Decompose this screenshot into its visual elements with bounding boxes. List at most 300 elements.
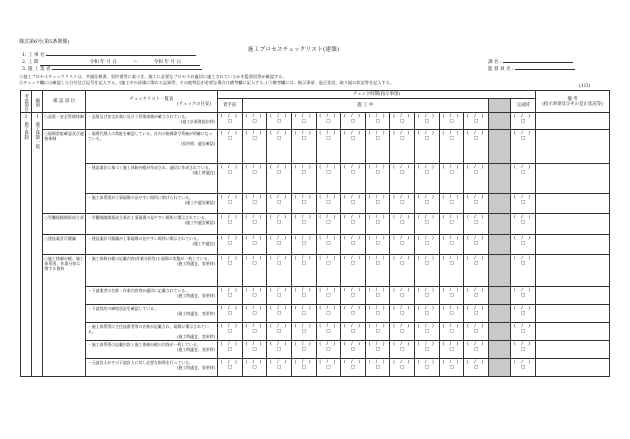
check-date-cell[interactable] <box>341 113 366 130</box>
check-date-cell[interactable] <box>242 287 267 305</box>
check-date-cell[interactable] <box>242 214 267 235</box>
remarks-cell[interactable] <box>535 130 609 164</box>
check-date-cell[interactable] <box>415 323 440 341</box>
check-date-cell[interactable] <box>316 235 341 255</box>
checkbox-icon: □ <box>375 170 380 176</box>
confirm-item: ○労働保険関係成立票 <box>43 214 86 235</box>
check-date-cell[interactable] <box>415 235 440 255</box>
check-date-cell[interactable] <box>242 235 267 255</box>
check-date-cell[interactable] <box>242 341 267 359</box>
date-mark: ( / ) <box>467 288 486 293</box>
check-date-cell[interactable] <box>291 305 316 323</box>
checkbox-icon: □ <box>520 170 526 176</box>
date-mark: ( / ) <box>467 256 486 261</box>
check-date-cell[interactable] <box>316 130 341 164</box>
date-mark: ( / ) <box>220 256 239 261</box>
date-mark: ( / ) <box>393 342 412 347</box>
checkbox-icon: □ <box>252 241 257 247</box>
gray-spacer-cell <box>488 164 510 194</box>
check-date-cell[interactable] <box>464 287 489 305</box>
check-date-cell[interactable] <box>218 359 243 377</box>
checkbox-icon: □ <box>400 170 405 176</box>
check-date-cell[interactable] <box>390 194 415 214</box>
check-date-cell[interactable] <box>415 305 440 323</box>
checkbox-icon: □ <box>252 136 257 142</box>
table-row <box>21 305 610 323</box>
date-mark: ( / ) <box>344 342 362 347</box>
checkbox-icon: □ <box>301 261 306 267</box>
checkbox-icon: □ <box>375 136 380 142</box>
checkbox-icon: □ <box>276 365 282 371</box>
checkbox-icon: □ <box>473 311 479 317</box>
check-date-cell[interactable] <box>439 323 464 341</box>
checkbox-icon: □ <box>424 119 429 125</box>
check-date-cell[interactable] <box>242 194 267 214</box>
check-date-cell[interactable] <box>415 255 440 287</box>
check-date-cell[interactable] <box>291 323 316 341</box>
check-date-cell[interactable] <box>439 235 464 255</box>
remarks-cell[interactable] <box>535 164 609 194</box>
check-date-cell[interactable] <box>291 130 316 164</box>
date-mark: ( / ) <box>368 131 387 136</box>
date-mark: ( / ) <box>368 215 387 220</box>
check-date-cell[interactable] <box>291 255 316 287</box>
category-name: 施工体制 <box>23 122 29 140</box>
check-date-cell[interactable] <box>415 359 440 377</box>
field-contractor: 3. 施 工 業 者 <box>22 66 202 72</box>
check-date-cell[interactable] <box>316 323 341 341</box>
date-mark: ( / ) <box>514 236 533 241</box>
check-date-cell[interactable] <box>511 194 536 214</box>
checkbox-icon: □ <box>326 170 331 176</box>
date-mark: ( / ) <box>393 360 412 365</box>
check-date-cell[interactable] <box>390 235 415 255</box>
date-mark: ( / ) <box>270 306 289 311</box>
check-date-cell[interactable] <box>316 341 341 359</box>
check-date-cell[interactable] <box>511 214 536 235</box>
checkbox-icon: □ <box>520 200 526 206</box>
checkbox-icon: □ <box>449 200 454 206</box>
date-mark: ( / ) <box>514 114 533 119</box>
date-mark: ( / ) <box>220 324 239 329</box>
date-mark: ( / ) <box>514 256 533 261</box>
date-mark: ( / ) <box>344 131 362 136</box>
remarks-cell[interactable] <box>535 194 609 214</box>
remarks-cell[interactable] <box>535 287 609 305</box>
date-mark: ( / ) <box>417 114 436 119</box>
check-date-cell[interactable] <box>439 164 464 194</box>
check-date-cell[interactable] <box>511 359 536 377</box>
date-mark: ( / ) <box>417 288 436 293</box>
checkbox-icon: □ <box>252 293 257 299</box>
date-mark: ( / ) <box>442 165 461 170</box>
checkbox-icon: □ <box>227 170 232 176</box>
checkbox-icon: □ <box>227 200 232 206</box>
date-mark: ( / ) <box>245 342 264 347</box>
check-date-cell[interactable] <box>365 214 390 235</box>
checkbox-icon: □ <box>326 329 331 335</box>
table-row <box>21 255 610 287</box>
check-date-cell[interactable] <box>316 305 341 323</box>
check-date-cell[interactable] <box>341 235 366 255</box>
check-date-cell[interactable] <box>316 255 341 287</box>
checkbox-icon: □ <box>276 293 282 299</box>
check-date-cell[interactable] <box>365 130 390 164</box>
check-date-cell[interactable] <box>218 194 243 214</box>
date-mark: ( / ) <box>344 256 362 261</box>
checkbox-icon: □ <box>520 347 526 353</box>
header-check-timing: チェック時期(指示事項) <box>218 91 536 99</box>
check-date-cell[interactable] <box>341 305 366 323</box>
checklist-text: ・施工体系図に主任技術者等の名称が記載され、現場に掲示されている。 (施工時適宜、変更時) <box>85 323 217 341</box>
check-date-cell[interactable] <box>365 255 390 287</box>
date-mark: ( / ) <box>245 131 264 136</box>
date-mark: ( / ) <box>270 360 289 365</box>
checkbox-icon: □ <box>473 241 479 247</box>
check-date-cell[interactable] <box>242 130 267 164</box>
date-mark: ( / ) <box>368 288 387 293</box>
date-mark: ( / ) <box>270 195 289 200</box>
check-date-cell[interactable] <box>341 214 366 235</box>
checkbox-icon: □ <box>326 365 331 371</box>
check-date-cell[interactable] <box>415 113 440 130</box>
check-date-cell[interactable] <box>291 164 316 194</box>
check-date-cell[interactable] <box>267 130 292 164</box>
table-row <box>21 113 610 130</box>
checkbox-icon: □ <box>227 329 232 335</box>
remarks-cell[interactable] <box>535 214 609 235</box>
check-date-cell[interactable] <box>218 287 243 305</box>
check-date-cell[interactable] <box>464 341 489 359</box>
check-date-cell[interactable] <box>365 287 390 305</box>
check-date-cell[interactable] <box>365 194 390 214</box>
check-date-cell[interactable] <box>316 113 341 130</box>
checkbox-icon: □ <box>350 200 356 206</box>
check-date-cell[interactable] <box>218 341 243 359</box>
date-mark: ( / ) <box>294 236 313 241</box>
checklist-text: ・品質及び安全計画に見合う管理体制が確立されている。 (施工計画書提出時) <box>85 113 217 130</box>
checkbox-icon: □ <box>400 200 405 206</box>
check-date-cell[interactable] <box>365 323 390 341</box>
check-date-cell[interactable] <box>291 235 316 255</box>
check-date-cell[interactable] <box>316 287 341 305</box>
check-date-cell[interactable] <box>341 359 366 377</box>
date-mark: ( / ) <box>368 324 387 329</box>
checkbox-icon: □ <box>400 241 405 247</box>
check-date-cell[interactable] <box>464 164 489 194</box>
check-date-cell[interactable] <box>511 130 536 164</box>
date-mark: ( / ) <box>319 256 338 261</box>
date-mark: ( / ) <box>417 360 436 365</box>
check-date-cell[interactable] <box>365 113 390 130</box>
check-date-cell[interactable] <box>218 164 243 194</box>
check-date-cell[interactable] <box>291 194 316 214</box>
check-date-cell[interactable] <box>218 305 243 323</box>
check-date-cell[interactable] <box>415 341 440 359</box>
detail-cell <box>32 113 43 377</box>
date-mark: ( / ) <box>344 360 362 365</box>
date-mark: ( / ) <box>393 324 412 329</box>
checkbox-icon: □ <box>252 311 257 317</box>
check-timing-ref: (施工中適宜確認) <box>184 200 216 205</box>
date-mark: ( / ) <box>220 114 239 119</box>
date-mark: ( / ) <box>514 165 533 170</box>
check-date-cell[interactable] <box>511 164 536 194</box>
confirm-item: ○品質・安全管理体制 <box>43 113 86 130</box>
check-date-cell[interactable] <box>415 130 440 164</box>
date-mark: ( / ) <box>344 195 362 200</box>
check-date-cell[interactable] <box>464 235 489 255</box>
date-mark: ( / ) <box>417 236 436 241</box>
remarks-cell[interactable] <box>535 235 609 255</box>
checkbox-icon: □ <box>326 136 331 142</box>
check-date-cell[interactable] <box>218 130 243 164</box>
date-mark: ( / ) <box>417 324 436 329</box>
date-mark: ( / ) <box>245 306 264 311</box>
check-date-cell[interactable] <box>464 194 489 214</box>
check-date-cell[interactable] <box>365 164 390 194</box>
check-date-cell[interactable] <box>464 113 489 130</box>
check-date-cell[interactable] <box>341 287 366 305</box>
checkbox-icon: □ <box>424 293 429 299</box>
check-timing-ref: (契約時、適宜確認) <box>180 141 216 146</box>
checkbox-icon: □ <box>227 241 232 247</box>
check-date-cell[interactable] <box>316 164 341 194</box>
check-date-cell[interactable] <box>341 341 366 359</box>
check-date-cell[interactable] <box>341 164 366 194</box>
check-date-cell[interactable] <box>242 305 267 323</box>
check-date-cell[interactable] <box>464 305 489 323</box>
check-date-cell[interactable] <box>390 341 415 359</box>
check-date-cell[interactable] <box>511 341 536 359</box>
gray-spacer-cell <box>488 113 510 130</box>
checkbox-icon: □ <box>276 329 282 335</box>
remarks-cell[interactable] <box>535 341 609 359</box>
checkbox-icon: □ <box>424 200 429 206</box>
gray-spacer-cell <box>488 305 510 323</box>
check-date-cell[interactable] <box>464 214 489 235</box>
checkbox-icon: □ <box>449 220 454 226</box>
table-row <box>21 214 610 235</box>
check-date-cell[interactable] <box>390 214 415 235</box>
checkbox-icon: □ <box>326 241 331 247</box>
check-timing-ref: (施工時適宜) <box>192 170 216 175</box>
check-date-cell[interactable] <box>439 287 464 305</box>
form-number: 様式第6号(第5条関係) <box>19 39 70 45</box>
checkbox-icon: □ <box>276 241 282 247</box>
check-date-cell[interactable] <box>341 130 366 164</box>
check-date-cell[interactable] <box>390 113 415 130</box>
check-date-cell[interactable] <box>267 164 292 194</box>
check-date-cell[interactable] <box>242 323 267 341</box>
checkbox-icon: □ <box>449 136 454 142</box>
checkbox-icon: □ <box>400 220 405 226</box>
checkbox-icon: □ <box>326 293 331 299</box>
checklist-text: ・施工体系図の記載内容と施工体制台帳の内容が一致している。 (施工時適宜、変更時) <box>85 341 217 359</box>
date-mark: ( / ) <box>467 114 486 119</box>
check-date-cell[interactable] <box>464 255 489 287</box>
check-date-cell[interactable] <box>439 130 464 164</box>
date-mark: ( / ) <box>294 256 313 261</box>
check-date-cell[interactable] <box>291 113 316 130</box>
table-row <box>21 235 610 255</box>
check-date-cell[interactable] <box>316 214 341 235</box>
checkbox-icon: □ <box>326 311 331 317</box>
check-date-cell[interactable] <box>415 164 440 194</box>
check-date-cell[interactable] <box>439 194 464 214</box>
check-date-cell[interactable] <box>218 235 243 255</box>
check-date-cell[interactable] <box>242 359 267 377</box>
checkbox-icon: □ <box>473 119 479 125</box>
check-date-cell[interactable] <box>511 255 536 287</box>
check-date-cell[interactable] <box>267 359 292 377</box>
checkbox-icon: □ <box>350 136 356 142</box>
check-date-cell[interactable] <box>511 305 536 323</box>
check-date-cell[interactable] <box>291 359 316 377</box>
checklist-text: ・下請契約の締結状況を確認している。 (施工時適宜、変更時) <box>85 305 217 323</box>
check-date-cell[interactable] <box>242 164 267 194</box>
checkbox-icon: □ <box>375 347 380 353</box>
date-mark: ( / ) <box>442 360 461 365</box>
date-mark: ( / ) <box>220 288 239 293</box>
check-date-cell[interactable] <box>267 287 292 305</box>
check-date-cell[interactable] <box>291 341 316 359</box>
check-date-cell[interactable] <box>439 305 464 323</box>
date-mark: ( / ) <box>294 114 313 119</box>
check-date-cell[interactable] <box>242 113 267 130</box>
field-period: 2. 工 期 令和 年 月 日 〜 令和 年 月 日 <box>22 59 200 66</box>
date-mark: ( / ) <box>319 215 338 220</box>
check-date-cell[interactable] <box>439 359 464 377</box>
date-mark: ( / ) <box>442 256 461 261</box>
date-mark: ( / ) <box>368 165 387 170</box>
check-date-cell[interactable] <box>267 235 292 255</box>
date-mark: ( / ) <box>467 360 486 365</box>
check-date-cell[interactable] <box>218 255 243 287</box>
check-date-cell[interactable] <box>439 255 464 287</box>
check-date-cell[interactable] <box>439 341 464 359</box>
check-date-cell[interactable] <box>267 323 292 341</box>
check-date-cell[interactable] <box>511 235 536 255</box>
remarks-cell[interactable] <box>535 113 609 130</box>
check-date-cell[interactable] <box>511 113 536 130</box>
check-date-cell[interactable] <box>365 341 390 359</box>
check-date-cell[interactable] <box>267 113 292 130</box>
check-date-cell[interactable] <box>464 359 489 377</box>
date-mark: ( / ) <box>319 342 338 347</box>
checkbox-icon: □ <box>375 293 380 299</box>
date-mark: ( / ) <box>319 306 338 311</box>
check-date-cell[interactable] <box>390 287 415 305</box>
check-date-cell[interactable] <box>464 130 489 164</box>
check-date-cell[interactable] <box>511 323 536 341</box>
check-date-cell[interactable] <box>390 130 415 164</box>
check-date-cell[interactable] <box>365 359 390 377</box>
check-date-cell[interactable] <box>415 194 440 214</box>
check-date-cell[interactable] <box>218 323 243 341</box>
checkbox-icon: □ <box>400 347 405 353</box>
check-timing-ref: (施工時適宜、変更時) <box>176 293 216 298</box>
checkbox-icon: □ <box>375 261 380 267</box>
remarks-cell[interactable] <box>535 323 609 341</box>
check-date-cell[interactable] <box>267 255 292 287</box>
check-timing-ref: (施工中適宜) <box>192 241 216 246</box>
check-date-cell[interactable] <box>390 255 415 287</box>
date-mark: ( / ) <box>417 215 436 220</box>
date-mark: ( / ) <box>319 114 338 119</box>
check-date-cell[interactable] <box>316 359 341 377</box>
checkbox-icon: □ <box>301 220 306 226</box>
date-mark: ( / ) <box>467 165 486 170</box>
remarks-cell[interactable] <box>535 255 609 287</box>
field-project-name: 1. 工 事 名 <box>22 52 196 58</box>
check-date-cell[interactable] <box>267 214 292 235</box>
check-date-cell[interactable] <box>341 194 366 214</box>
check-date-cell[interactable] <box>439 214 464 235</box>
date-mark: ( / ) <box>220 342 239 347</box>
check-date-cell[interactable] <box>439 113 464 130</box>
gray-spacer-cell <box>488 235 510 255</box>
check-date-cell[interactable] <box>267 194 292 214</box>
check-date-cell[interactable] <box>267 305 292 323</box>
check-date-cell[interactable] <box>267 341 292 359</box>
check-date-cell[interactable] <box>291 287 316 305</box>
date-mark: ( / ) <box>417 165 436 170</box>
check-date-cell[interactable] <box>390 359 415 377</box>
checkbox-icon: □ <box>520 119 526 125</box>
checkbox-icon: □ <box>400 365 405 371</box>
table-row <box>21 359 610 377</box>
remarks-cell[interactable] <box>535 305 609 323</box>
check-date-cell[interactable] <box>390 305 415 323</box>
check-date-cell[interactable] <box>242 255 267 287</box>
checkbox-icon: □ <box>520 136 526 142</box>
date-mark: ( / ) <box>245 324 264 329</box>
checkbox-icon: □ <box>473 329 479 335</box>
detail-number: I <box>36 115 39 120</box>
checkbox-icon: □ <box>227 347 232 353</box>
check-date-cell[interactable] <box>218 214 243 235</box>
check-date-cell[interactable] <box>341 255 366 287</box>
check-date-cell[interactable] <box>464 323 489 341</box>
checkbox-icon: □ <box>449 311 454 317</box>
date-mark: ( / ) <box>442 324 461 329</box>
table-row <box>21 164 610 194</box>
check-date-cell[interactable] <box>511 287 536 305</box>
date-mark: ( / ) <box>294 165 313 170</box>
date-mark: ( / ) <box>467 342 486 347</box>
check-date-cell[interactable] <box>390 323 415 341</box>
checkbox-icon: □ <box>326 347 331 353</box>
period-separator: 〜 <box>133 60 138 65</box>
check-date-cell[interactable] <box>365 235 390 255</box>
checkbox-icon: □ <box>252 170 257 176</box>
checkbox-icon: □ <box>520 293 526 299</box>
check-date-cell[interactable] <box>390 164 415 194</box>
check-date-cell[interactable] <box>316 194 341 214</box>
check-date-cell[interactable] <box>291 214 316 235</box>
check-date-cell[interactable] <box>415 287 440 305</box>
remarks-cell[interactable] <box>535 359 609 377</box>
date-mark: ( / ) <box>393 114 412 119</box>
gray-spacer-cell <box>488 130 510 164</box>
date-mark: ( / ) <box>393 236 412 241</box>
checkbox-icon: □ <box>473 347 479 353</box>
check-date-cell[interactable] <box>415 214 440 235</box>
check-date-cell[interactable] <box>218 113 243 130</box>
check-date-cell[interactable] <box>365 305 390 323</box>
check-date-cell[interactable] <box>341 323 366 341</box>
